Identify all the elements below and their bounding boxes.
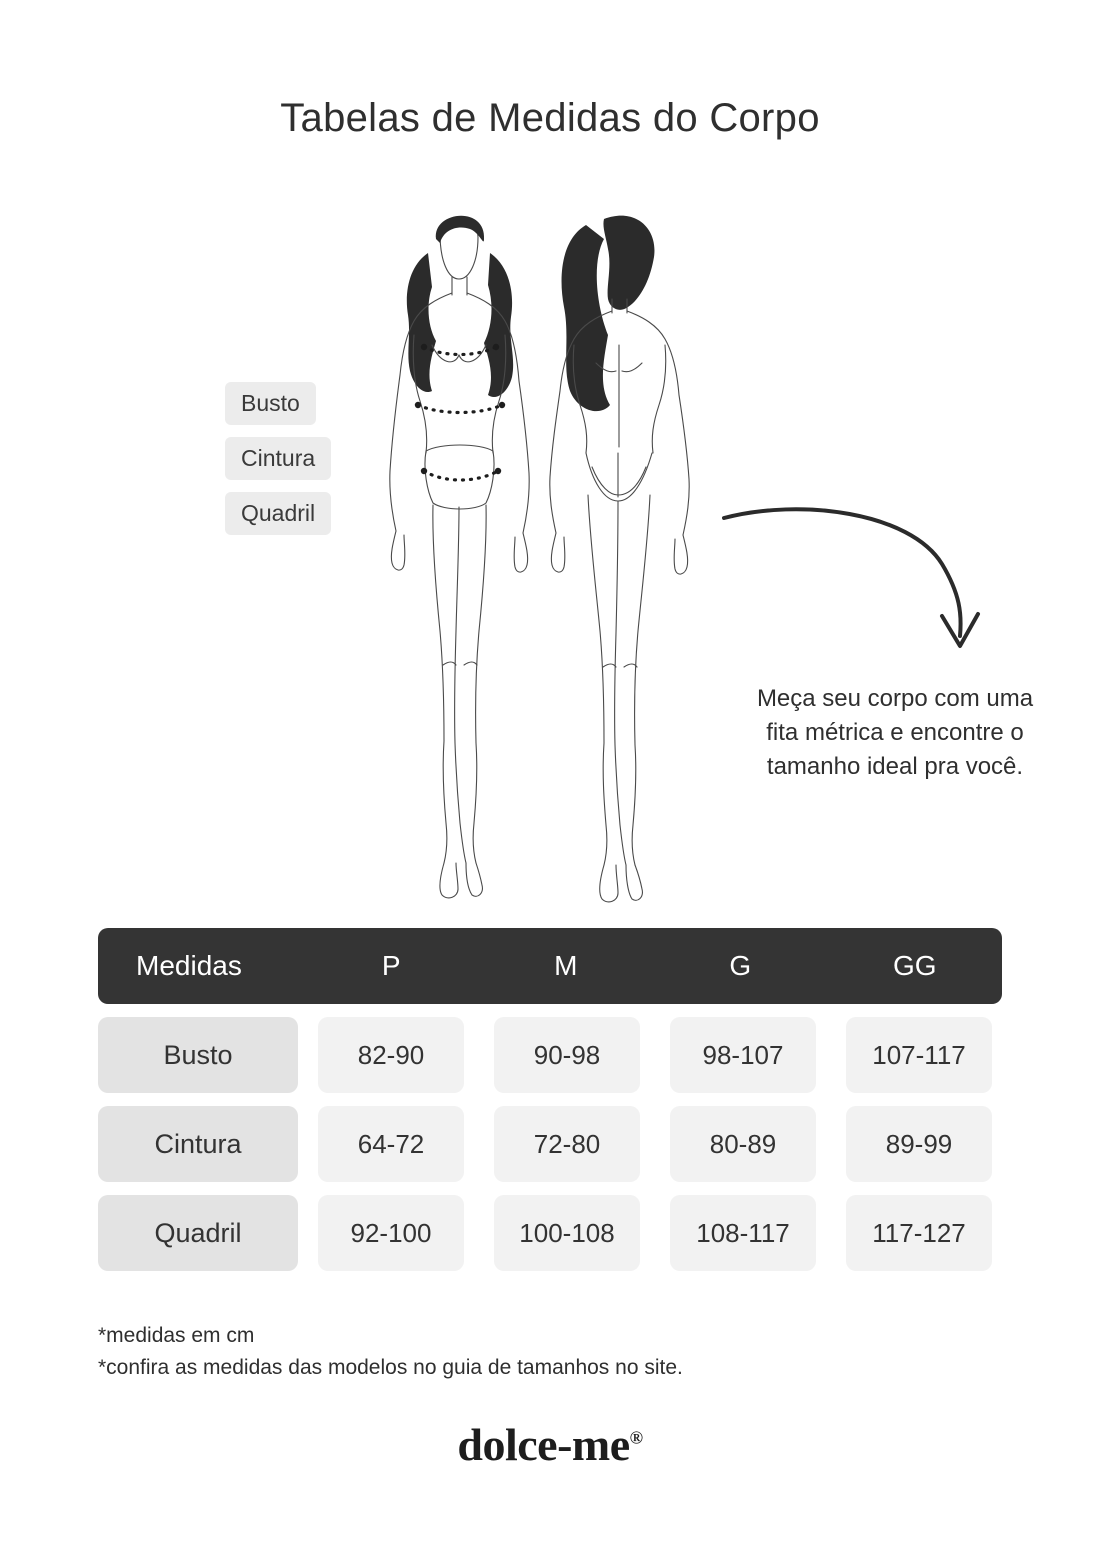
row-label-busto: Busto [98, 1017, 298, 1093]
footnote-units: *medidas em cm [98, 1324, 255, 1347]
cell-busto-m: 90-98 [494, 1017, 640, 1093]
cell-cintura-m: 72-80 [494, 1106, 640, 1182]
brand-logo [0, 1418, 1100, 1471]
brand-name: dolce-me [457, 1419, 630, 1470]
table-header-measures: Medidas [136, 950, 242, 981]
size-table [98, 928, 1002, 1271]
body-figures-illustration [340, 195, 760, 915]
measurement-labels [225, 382, 375, 547]
cell-quadril-gg: 117-127 [846, 1195, 992, 1271]
table-header-g: G [729, 950, 752, 981]
cell-quadril-p: 92-100 [318, 1195, 464, 1271]
cell-busto-p: 82-90 [318, 1017, 464, 1093]
cell-busto-g: 98-107 [670, 1017, 816, 1093]
table-header-row [98, 928, 1002, 1004]
cell-cintura-p: 64-72 [318, 1106, 464, 1182]
chip-busto: Busto [225, 382, 316, 425]
table-row [98, 1106, 1002, 1182]
cell-cintura-gg: 89-99 [846, 1106, 992, 1182]
row-label-cintura: Cintura [98, 1106, 298, 1182]
table-row [98, 1017, 1002, 1093]
table-header-p: P [381, 950, 401, 981]
row-label-quadril: Quadril [98, 1195, 298, 1271]
chip-cintura: Cintura [225, 437, 331, 480]
chip-quadril: Quadril [225, 492, 331, 535]
female-bodies-svg [340, 195, 760, 915]
curved-arrow-icon [720, 490, 1010, 680]
table-header-gg: GG [892, 950, 937, 981]
table-row [98, 1195, 1002, 1271]
page-title: Tabelas de Medidas do Corpo [280, 96, 820, 140]
cell-quadril-m: 100-108 [494, 1195, 640, 1271]
measure-instruction-text: Meça seu corpo com uma fita métrica e encontre o tamanho ideal pra você. [756, 685, 1034, 781]
table-header-m: M [554, 950, 578, 981]
footnote-models: *confira as medidas das modelos no guia de tamanhos no site. [98, 1355, 683, 1379]
cell-quadril-g: 108-117 [670, 1195, 816, 1271]
cell-busto-gg: 107-117 [846, 1017, 992, 1093]
cell-cintura-g: 80-89 [670, 1106, 816, 1182]
footnotes [98, 1320, 898, 1383]
registered-trademark-icon: ® [629, 1427, 643, 1448]
